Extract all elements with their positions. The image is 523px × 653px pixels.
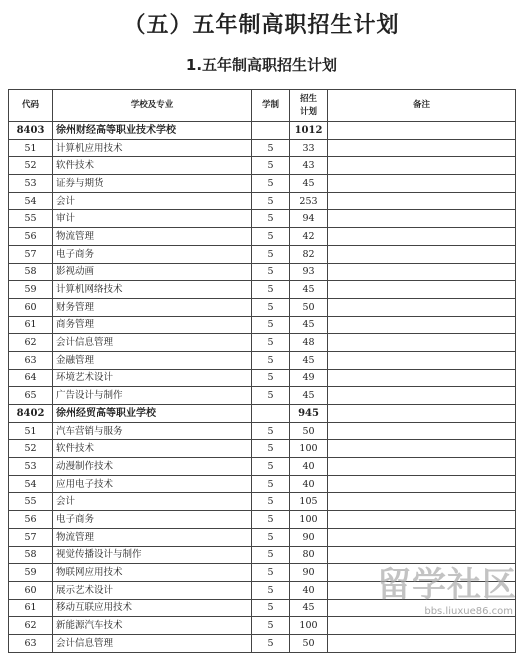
name-cell: 商务管理 [53, 316, 252, 334]
note-cell [328, 316, 516, 334]
table-header-row [9, 90, 516, 122]
table-row [9, 298, 516, 316]
years-cell: 5 [252, 440, 290, 458]
name-cell: 徐州财经高等职业技术学校 [53, 122, 252, 140]
name-cell: 计算机应用技术 [53, 139, 252, 157]
name-cell: 物流管理 [53, 528, 252, 546]
table-row [9, 422, 516, 440]
code-cell: 63 [9, 351, 53, 369]
note-cell [328, 493, 516, 511]
code-cell: 61 [9, 316, 53, 334]
note-cell [328, 511, 516, 529]
years-cell: 5 [252, 581, 290, 599]
code-cell: 61 [9, 599, 53, 617]
header-school-major: 学校及专业 [53, 90, 252, 122]
name-cell: 移动互联应用技术 [53, 599, 252, 617]
plan-cell: 43 [290, 157, 328, 175]
plan-cell: 90 [290, 528, 328, 546]
name-cell: 环境艺术设计 [53, 369, 252, 387]
years-cell: 5 [252, 546, 290, 564]
years-cell: 5 [252, 422, 290, 440]
table-row [9, 139, 516, 157]
plan-cell: 45 [290, 351, 328, 369]
code-cell: 59 [9, 564, 53, 582]
code-cell: 55 [9, 210, 53, 228]
years-cell: 5 [252, 228, 290, 246]
years-cell: 5 [252, 599, 290, 617]
header-plan [290, 90, 328, 122]
table-row [9, 263, 516, 281]
years-cell: 5 [252, 157, 290, 175]
note-cell [328, 528, 516, 546]
note-cell [328, 228, 516, 246]
plan-cell: 45 [290, 316, 328, 334]
note-cell [328, 192, 516, 210]
header-plan-line1: 招生 [299, 93, 317, 104]
note-cell [328, 351, 516, 369]
years-cell: 5 [252, 387, 290, 405]
code-cell: 62 [9, 617, 53, 635]
name-cell: 展示艺术设计 [53, 581, 252, 599]
years-cell [252, 405, 290, 423]
school-row [9, 122, 516, 140]
code-cell: 52 [9, 440, 53, 458]
table-row [9, 528, 516, 546]
note-cell [328, 458, 516, 476]
table-row [9, 511, 516, 529]
code-cell: 59 [9, 281, 53, 299]
code-cell: 64 [9, 369, 53, 387]
plan-cell: 48 [290, 334, 328, 352]
table-row [9, 634, 516, 652]
code-cell: 57 [9, 245, 53, 263]
plan-cell: 45 [290, 387, 328, 405]
plan-cell: 42 [290, 228, 328, 246]
years-cell: 5 [252, 511, 290, 529]
plan-cell: 45 [290, 599, 328, 617]
note-cell [328, 298, 516, 316]
header-plan-line2: 计划 [299, 106, 317, 117]
years-cell: 5 [252, 458, 290, 476]
note-cell [328, 245, 516, 263]
code-cell: 58 [9, 546, 53, 564]
code-cell: 56 [9, 228, 53, 246]
years-cell: 5 [252, 351, 290, 369]
note-cell [328, 405, 516, 423]
table-row [9, 458, 516, 476]
note-cell [328, 122, 516, 140]
plan-cell: 49 [290, 369, 328, 387]
name-cell: 电子商务 [53, 511, 252, 529]
code-cell: 65 [9, 387, 53, 405]
years-cell: 5 [252, 493, 290, 511]
code-cell: 55 [9, 493, 53, 511]
name-cell: 物流管理 [53, 228, 252, 246]
name-cell: 应用电子技术 [53, 475, 252, 493]
name-cell: 软件技术 [53, 157, 252, 175]
note-cell [328, 263, 516, 281]
note-cell [328, 422, 516, 440]
plan-cell: 945 [290, 405, 328, 423]
watermark-logo-text: 留学社区 [377, 565, 517, 605]
table-row [9, 351, 516, 369]
plan-cell: 253 [290, 192, 328, 210]
note-cell [328, 617, 516, 635]
plan-cell: 1012 [290, 122, 328, 140]
code-cell: 53 [9, 458, 53, 476]
plan-cell: 45 [290, 281, 328, 299]
years-cell: 5 [252, 634, 290, 652]
table-row [9, 316, 516, 334]
years-cell: 5 [252, 316, 290, 334]
table-row [9, 475, 516, 493]
note-cell [328, 157, 516, 175]
years-cell: 5 [252, 263, 290, 281]
plan-cell: 100 [290, 440, 328, 458]
code-cell: 8403 [9, 122, 53, 140]
note-cell [328, 369, 516, 387]
table-row [9, 192, 516, 210]
watermark [347, 557, 517, 617]
code-cell: 62 [9, 334, 53, 352]
plan-cell: 80 [290, 546, 328, 564]
plan-cell: 93 [290, 263, 328, 281]
name-cell: 徐州经贸高等职业学校 [53, 405, 252, 423]
name-cell: 财务管理 [53, 298, 252, 316]
code-cell: 56 [9, 511, 53, 529]
name-cell: 证券与期货 [53, 175, 252, 193]
plan-cell: 100 [290, 617, 328, 635]
name-cell: 汽车营销与服务 [53, 422, 252, 440]
plan-cell: 45 [290, 175, 328, 193]
years-cell: 5 [252, 210, 290, 228]
name-cell: 物联网应用技术 [53, 564, 252, 582]
note-cell [328, 175, 516, 193]
plan-cell: 50 [290, 422, 328, 440]
code-cell: 58 [9, 263, 53, 281]
name-cell: 审计 [53, 210, 252, 228]
table-row [9, 157, 516, 175]
plan-cell: 100 [290, 511, 328, 529]
years-cell: 5 [252, 617, 290, 635]
years-cell: 5 [252, 175, 290, 193]
table-row [9, 245, 516, 263]
table-row [9, 440, 516, 458]
table-row [9, 281, 516, 299]
page-title: （五）五年制高职招生计划 [123, 12, 400, 38]
code-cell: 54 [9, 192, 53, 210]
name-cell: 新能源汽车技术 [53, 617, 252, 635]
years-cell: 5 [252, 334, 290, 352]
years-cell: 5 [252, 281, 290, 299]
note-cell [328, 334, 516, 352]
years-cell: 5 [252, 528, 290, 546]
name-cell: 广告设计与制作 [53, 387, 252, 405]
note-cell [328, 475, 516, 493]
name-cell: 软件技术 [53, 440, 252, 458]
table-row [9, 210, 516, 228]
years-cell: 5 [252, 245, 290, 263]
table-row [9, 493, 516, 511]
note-cell [328, 281, 516, 299]
plan-cell: 40 [290, 475, 328, 493]
note-cell [328, 634, 516, 652]
name-cell: 动漫制作技术 [53, 458, 252, 476]
code-cell: 51 [9, 139, 53, 157]
plan-cell: 82 [290, 245, 328, 263]
header-code: 代码 [9, 90, 53, 122]
plan-cell: 50 [290, 634, 328, 652]
code-cell: 60 [9, 298, 53, 316]
note-cell [328, 440, 516, 458]
table-row [9, 617, 516, 635]
section-subtitle: 1.五年制高职招生计划 [185, 56, 338, 74]
plan-cell: 33 [290, 139, 328, 157]
table-row [9, 387, 516, 405]
table-row [9, 175, 516, 193]
plan-cell: 40 [290, 581, 328, 599]
plan-cell: 40 [290, 458, 328, 476]
note-cell [328, 387, 516, 405]
name-cell: 影视动画 [53, 263, 252, 281]
name-cell: 金融管理 [53, 351, 252, 369]
plan-cell: 94 [290, 210, 328, 228]
name-cell: 会计 [53, 192, 252, 210]
years-cell: 5 [252, 475, 290, 493]
years-cell: 5 [252, 369, 290, 387]
years-cell [252, 122, 290, 140]
code-cell: 54 [9, 475, 53, 493]
school-row [9, 405, 516, 423]
years-cell: 5 [252, 192, 290, 210]
code-cell: 52 [9, 157, 53, 175]
years-cell: 5 [252, 139, 290, 157]
table-row [9, 369, 516, 387]
name-cell: 会计信息管理 [53, 334, 252, 352]
plan-cell: 90 [290, 564, 328, 582]
years-cell: 5 [252, 298, 290, 316]
plan-cell: 50 [290, 298, 328, 316]
name-cell: 计算机网络技术 [53, 281, 252, 299]
name-cell: 会计 [53, 493, 252, 511]
plan-cell: 105 [290, 493, 328, 511]
note-cell [328, 139, 516, 157]
code-cell: 57 [9, 528, 53, 546]
years-cell: 5 [252, 564, 290, 582]
header-note: 备注 [328, 90, 516, 122]
watermark-url: bbs.liuxue86.com [424, 606, 513, 617]
header-years: 学制 [252, 90, 290, 122]
code-cell: 63 [9, 634, 53, 652]
code-cell: 60 [9, 581, 53, 599]
code-cell: 8402 [9, 405, 53, 423]
name-cell: 视觉传播设计与制作 [53, 546, 252, 564]
name-cell: 电子商务 [53, 245, 252, 263]
table-row [9, 228, 516, 246]
name-cell: 会计信息管理 [53, 634, 252, 652]
code-cell: 51 [9, 422, 53, 440]
code-cell: 53 [9, 175, 53, 193]
note-cell [328, 210, 516, 228]
table-row [9, 334, 516, 352]
